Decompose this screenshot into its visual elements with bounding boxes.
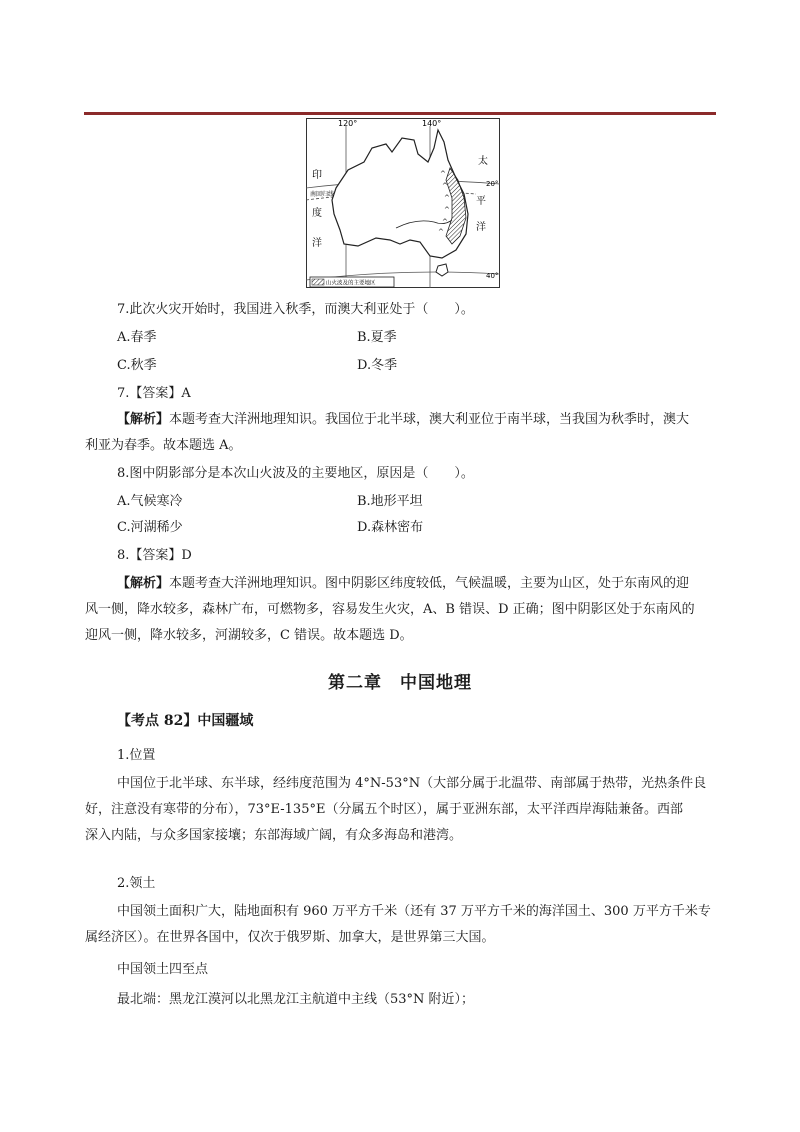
q7-option-a: A.春季 [117,330,157,345]
tropic-label: 南回归线 [310,191,335,198]
lon-140-label: 140° [422,119,442,128]
s1-title: 1.位置 [117,748,156,763]
s1-line1: 中国位于北半球、东半球，经纬度范围为 4°N-53°N（大部分属于北温带、南部属于热带，光热条件良 [117,776,707,791]
lat-40-label: 40° [486,272,499,280]
q8-answer: 8.【答案】D [117,548,192,563]
q8-option-c: C.河湖稀少 [117,520,183,535]
s3-line1: 最北端：黑龙江漠河以北黑龙江主航道中主线（53°N 附近）； [117,992,475,1007]
q8-analysis-line2: 风一侧，降水较多，森林广布，可燃物多，容易发生火灾，A、B 错误、D 正确；图中阴影区处于东南风的 [85,602,695,617]
ocean-indian-2: 度 [312,208,322,219]
q8-analysis-line1: 【解析】本题考查大洋洲地理知识。图中阴影区纬度较低，气候温暖，主要为山区，处于东南风的迎 [117,576,690,591]
s2-line2: 属经济区）。在世界各国中，仅次于俄罗斯、加拿大，是世界第三大国。 [85,930,495,945]
q7-analysis-line1: 【解析】本题考查大洋洲地理知识。我国位于北半球，澳大利亚位于南半球，当我国为秋季时，澳大 [117,412,690,427]
s1-line2: 好，注意没有寒带的分布），73°E-135°E（分属五个时区），属于亚洲东部，太平洋西岸海陆兼备。西部 [85,802,683,817]
ocean-indian-3: 洋 [312,238,322,249]
q7-answer: 7.【答案】A [117,386,191,401]
ocean-pacific-3: 洋 [476,222,486,233]
q8-option-a: A.气候寒冷 [117,494,183,509]
ocean-pacific-1: 太 [478,156,488,167]
svg-text:^: ^ [444,194,450,202]
svg-text:^: ^ [442,182,448,190]
svg-text:^: ^ [444,206,450,214]
svg-text:^: ^ [438,228,444,236]
s1-line3: 深入内陆，与众多国家接壤；东部海域广阔，有众多海岛和港湾。 [85,828,463,843]
q7-option-c: C.秋季 [117,358,157,373]
ocean-pacific-2: 平 [476,196,486,207]
lat-20-label: 20° [486,180,499,188]
s3-title: 中国领土四至点 [117,962,209,977]
q7-option-b: B.夏季 [357,330,397,345]
svg-text:^: ^ [440,170,446,178]
header-rule [84,112,716,115]
q8-option-d: D.森林密布 [357,520,424,535]
q7-option-d: D.冬季 [357,358,398,373]
q7-question: 7.此次火灾开始时，我国进入秋季，而澳大利亚处于（ ）。 [117,302,474,317]
q7-analysis-line2: 利亚为春季。故本题选 A。 [85,438,242,453]
q8-question: 8.图中阴影部分是本次山火波及的主要地区，原因是（ ）。 [117,466,474,481]
svg-text:^: ^ [442,218,448,226]
q8-option-b: B.地形平坦 [357,494,423,509]
section-title: 【考点 82】中国疆域 [117,713,254,729]
s2-line1: 中国领土面积广大，陆地面积有 960 万平方千米（还有 37 万平方千米的海洋国土、300 万平方千米专 [117,904,711,919]
s2-title: 2.领土 [117,876,156,891]
lon-120-label: 120° [338,119,358,128]
q8-analysis-line3: 迎风一侧，降水较多，河湖较多，C 错误。故本题选 D。 [85,628,413,643]
chapter-title: 第二章 中国地理 [328,673,472,693]
australia-fire-map [306,118,500,288]
ocean-indian-1: 印 [312,170,322,181]
legend-label: 山火波及的主要地区 [326,280,376,287]
